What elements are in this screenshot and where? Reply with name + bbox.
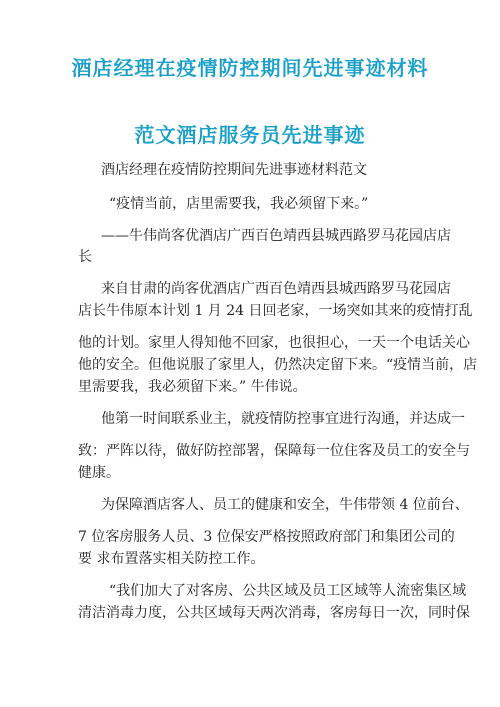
text-line-10: 他第一时间联系业主，就疫情防控事宜进行沟通，并达成一 xyxy=(101,411,465,427)
text-line-17: 清洁消毒力度，公共区域每天两次消毒，客房每日一次，同时保 xyxy=(78,605,470,621)
document-title: 酒店经理在疫情防控期间先进事迹材料 xyxy=(71,56,429,80)
text-line-11: 致：严阵以待，做好防控部署，保障每一位住客及员工的安全与 xyxy=(78,443,470,459)
text-line-5: 来自甘肃的尚客优酒店广西百色靖西县城西路罗马花园店 xyxy=(101,281,451,297)
text-line-4: 长 xyxy=(78,249,92,265)
text-line-15: 要 求布置落实相关防控工作。 xyxy=(78,551,265,567)
text-line-3: ——牛伟尚客优酒店广西百色靖西县城西路罗马花园店店 xyxy=(101,228,451,244)
document-subtitle: 范文酒店服务员先进事迹 xyxy=(134,123,366,147)
text-line-9: 里需要我，我必须留下来。” 牛伟说。 xyxy=(78,379,307,395)
text-line-8: 他的安全。但他说服了家里人，仍然决定留下来。“疫情当前，店 xyxy=(78,357,478,373)
text-line-13: 为保障酒店客人、员工的健康和安全，牛伟带领 4 位前台、 xyxy=(101,497,469,513)
text-line-14: 7 位客房服务人员、3 位保安严格按照政府部门和集团公司的 xyxy=(78,529,455,545)
text-line-2: “疫情当前，店里需要我，我必须留下来。” xyxy=(109,196,369,212)
text-line-12: 健康。 xyxy=(78,465,120,481)
text-line-16: “我们加大了对客房、公共区域及员工区域等人流密集区域 xyxy=(109,583,467,599)
text-line-1: 酒店经理在疫情防控期间先进事迹材料范文 xyxy=(101,162,367,178)
text-line-6: 店长牛伟原本计划 1 月 24 日回老家，一场突如其来的疫情打乱 xyxy=(78,303,473,319)
text-line-7: 他的计划。家里人得知他不回家，也很担心，一天一个电话关心 xyxy=(78,335,470,351)
